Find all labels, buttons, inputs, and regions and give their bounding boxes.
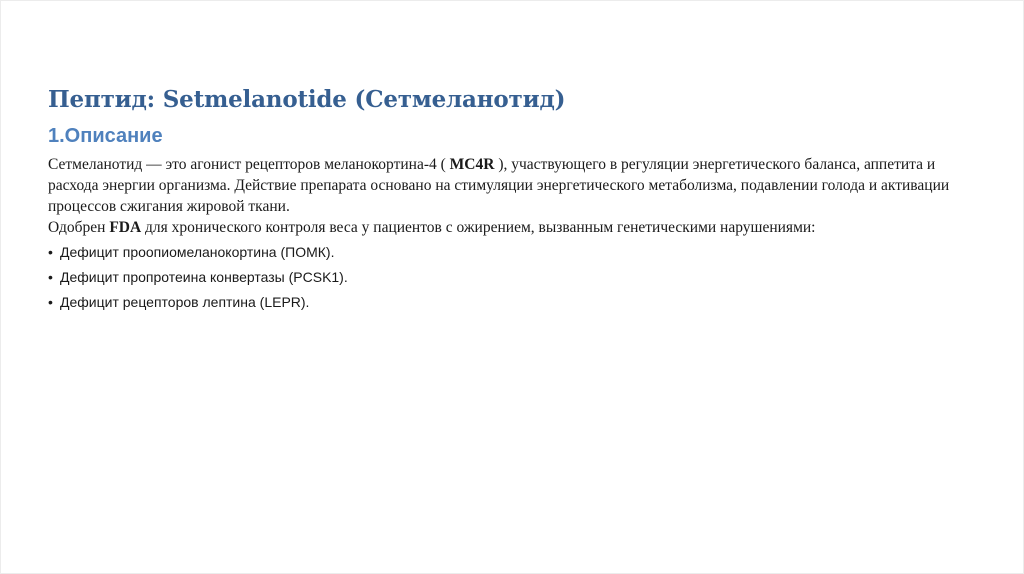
- fda-term: FDA: [109, 219, 142, 236]
- description-paragraph: [48, 154, 978, 217]
- list-item: [48, 240, 978, 265]
- list-item-text: Дефицит проопиомеланокортина (ПОМК).: [60, 244, 335, 260]
- list-item-text: Дефицит рецепторов лептина (LEPR).: [60, 294, 310, 310]
- list-item: [48, 290, 978, 315]
- section-heading: 1.Описание: [48, 125, 163, 147]
- bullet-icon: •: [48, 294, 53, 310]
- slide-title: Пептид: Setmelanotide (Сетмеланотид): [48, 86, 566, 113]
- bullet-icon: •: [48, 269, 53, 285]
- bullet-icon: •: [48, 244, 53, 260]
- list-item-text: Дефицит пропротеина конвертазы (PCSK1).: [60, 269, 348, 285]
- approval-text-end: для хронического контроля веса у пациентов с ожирением, вызванным генетическими нарушениями:: [141, 219, 816, 236]
- list-item: [48, 265, 978, 290]
- approval-text-start: Одобрен: [48, 219, 110, 236]
- description-text-end: ), участвующего в регуляции энергетического баланса, аппетита и расхода энергии организма. Действие препарата основано на стимуляции энергетического метаболизма, подавлении голода и активации процессов сжигания жировой ткани.: [48, 156, 950, 215]
- mc4r-term: MC4R: [449, 156, 495, 173]
- slide-content: [48, 84, 978, 315]
- approval-paragraph: [48, 217, 978, 238]
- deficiency-list: [48, 240, 978, 315]
- description-text-start: Сетмеланотид — это агонист рецепторов меланокортина-4 (: [48, 156, 450, 173]
